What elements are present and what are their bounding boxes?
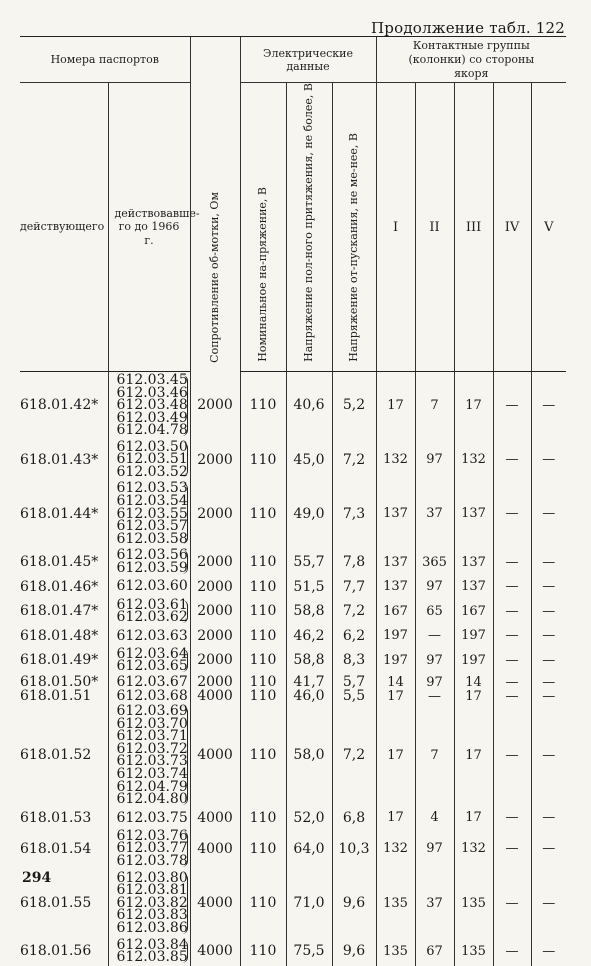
old-passport: 612.03.85 (116, 949, 188, 966)
contact-2: 97 (415, 828, 454, 870)
nominal-voltage: 110 (240, 689, 286, 703)
current-passport: 618.01.50* (20, 674, 99, 690)
contact-5: — (531, 828, 566, 870)
old-passport-list (108, 597, 190, 626)
current-passport: 618.01.55 (20, 895, 92, 912)
nominal-voltage: 110 (240, 439, 286, 481)
old-passport: 612.03.50 (116, 438, 188, 455)
old-passport: 612.03.69 (116, 703, 188, 720)
header-contact-3: III (454, 83, 493, 372)
header-contact-5: V (531, 83, 566, 372)
header-nominal: Номинальное на-пряжение, В (240, 83, 286, 372)
contact-5: — (531, 689, 566, 703)
release-voltage: 7,2 (332, 439, 376, 481)
resistance: 4000 (190, 703, 240, 808)
page-number: 294 (22, 870, 52, 886)
old-passport: 612.03.67 (116, 673, 188, 690)
resistance: 2000 (190, 547, 240, 576)
table-row (20, 646, 566, 675)
current-passport: 618.01.51 (20, 688, 92, 704)
old-passport: 612.04.79 (116, 778, 188, 795)
current-passport: 618.01.49* (20, 652, 99, 669)
contact-1: 135 (376, 870, 415, 937)
old-passport-list (108, 828, 190, 870)
contact-3: 132 (454, 439, 493, 481)
pull-in-voltage: 51,5 (286, 577, 332, 597)
contact-1: 132 (376, 828, 415, 870)
table-row (20, 937, 566, 966)
brace-mark (181, 873, 188, 934)
old-passport-list (108, 808, 190, 828)
table-row (20, 828, 566, 870)
header-contact-1: I (376, 83, 415, 372)
header-passports: Номера паспортов (20, 37, 190, 83)
release-voltage: 6,2 (332, 626, 376, 646)
table-caption: Продолжение табл. 122 (371, 19, 565, 37)
old-passport-list (108, 626, 190, 646)
table-row (20, 372, 566, 439)
old-passport: 612.03.78 (116, 852, 188, 869)
table-row (20, 675, 566, 689)
contact-2: 7 (415, 703, 454, 808)
contact-2: — (415, 626, 454, 646)
contact-3: 137 (454, 547, 493, 576)
resistance: 4000 (190, 937, 240, 966)
contact-4: — (493, 703, 531, 808)
release-voltage: 9,6 (332, 937, 376, 966)
old-passport: 612.03.60 (116, 578, 188, 595)
contact-2: 97 (415, 675, 454, 689)
nominal-voltage: 110 (240, 547, 286, 576)
table-row (20, 547, 566, 576)
resistance: 4000 (190, 870, 240, 937)
contact-1: 137 (376, 480, 415, 547)
contact-2: — (415, 689, 454, 703)
header-release: Напряжение от-пускания, не ме-нее, В (332, 83, 376, 372)
brace-mark (181, 831, 188, 867)
old-passport: 612.03.70 (116, 715, 188, 732)
old-passport: 612.03.73 (116, 753, 188, 770)
old-passport: 612.03.54 (116, 493, 188, 510)
contact-5: — (531, 626, 566, 646)
old-passport: 612.03.62 (116, 609, 188, 626)
release-voltage: 7,2 (332, 597, 376, 626)
old-passport-list (108, 480, 190, 547)
old-passport: 612.03.83 (116, 907, 188, 924)
old-passport: 612.03.74 (116, 765, 188, 782)
old-passport-list (108, 870, 190, 937)
old-passport: 612.03.86 (116, 919, 188, 936)
table-row (20, 703, 566, 808)
nominal-voltage: 110 (240, 597, 286, 626)
old-passport: 612.03.72 (116, 740, 188, 757)
current-passport: 618.01.53 (20, 809, 92, 826)
pull-in-voltage: 75,5 (286, 937, 332, 966)
current-passport: 618.01.42* (20, 397, 99, 414)
contact-1: 137 (376, 577, 415, 597)
old-passport: 612.03.52 (116, 463, 188, 480)
contact-4: — (493, 372, 531, 439)
old-passport: 612.03.58 (116, 530, 188, 547)
contact-1: 197 (376, 646, 415, 675)
table-row (20, 577, 566, 597)
pull-in-voltage: 64,0 (286, 828, 332, 870)
contact-2: 67 (415, 937, 454, 966)
header-contact-2: II (415, 83, 454, 372)
contact-1: 14 (376, 675, 415, 689)
old-passport-list (108, 937, 190, 966)
release-voltage: 10,3 (332, 828, 376, 870)
contact-4: — (493, 547, 531, 576)
contact-1: 132 (376, 439, 415, 481)
old-passport-list (108, 547, 190, 576)
contact-1: 17 (376, 689, 415, 703)
pull-in-voltage: 45,0 (286, 439, 332, 481)
contact-4: — (493, 937, 531, 966)
release-voltage: 5,2 (332, 372, 376, 439)
resistance: 4000 (190, 689, 240, 703)
brace-mark (181, 550, 188, 573)
release-voltage: 7,8 (332, 547, 376, 576)
contact-1: 17 (376, 372, 415, 439)
brace-mark (181, 483, 188, 544)
resistance: 2000 (190, 646, 240, 675)
old-passport: 612.03.84 (116, 936, 188, 953)
contact-3: 135 (454, 937, 493, 966)
release-voltage: 6,8 (332, 808, 376, 828)
contact-2: 65 (415, 597, 454, 626)
current-passport: 618.01.47* (20, 603, 99, 620)
old-passport: 612.03.77 (116, 840, 188, 857)
current-passport: 618.01.44* (20, 505, 99, 522)
old-passport: 612.03.65 (116, 658, 188, 675)
old-passport-list (108, 372, 190, 439)
contact-4: — (493, 808, 531, 828)
contact-2: 7 (415, 372, 454, 439)
pull-in-voltage: 52,0 (286, 808, 332, 828)
pull-in-voltage: 41,7 (286, 675, 332, 689)
contact-4: — (493, 828, 531, 870)
brace-mark (181, 940, 188, 963)
old-passport: 612.03.80 (116, 869, 188, 886)
contact-1: 135 (376, 937, 415, 966)
contact-3: 17 (454, 808, 493, 828)
table-body (20, 372, 566, 966)
contact-3: 137 (454, 480, 493, 547)
nominal-voltage: 110 (240, 675, 286, 689)
old-passport: 612.03.68 (116, 687, 188, 704)
resistance: 2000 (190, 626, 240, 646)
contact-5: — (531, 675, 566, 689)
release-voltage: 9,6 (332, 870, 376, 937)
old-passport-list (108, 439, 190, 481)
old-passport-list (108, 646, 190, 675)
relay-data-table (20, 36, 566, 966)
old-passport: 612.03.81 (116, 882, 188, 899)
old-passport: 612.03.55 (116, 505, 188, 522)
contact-2: 97 (415, 577, 454, 597)
pull-in-voltage: 46,2 (286, 626, 332, 646)
old-passport: 612.03.59 (116, 560, 188, 577)
nominal-voltage: 110 (240, 646, 286, 675)
contact-3: 14 (454, 675, 493, 689)
current-passport: 618.01.45* (20, 554, 99, 571)
contact-1: 17 (376, 808, 415, 828)
pull-in-voltage: 58,8 (286, 646, 332, 675)
header-resistance: Сопротивление об-мотки, Ом (190, 37, 240, 372)
contact-4: — (493, 689, 531, 703)
contact-4: — (493, 439, 531, 481)
brace-mark (181, 442, 188, 478)
nominal-voltage: 110 (240, 703, 286, 808)
old-passport: 612.03.46 (116, 384, 188, 401)
pull-in-voltage: 58,8 (286, 597, 332, 626)
contact-5: — (531, 808, 566, 828)
contact-2: 97 (415, 439, 454, 481)
header-current: действующего (20, 83, 108, 372)
release-voltage: 5,7 (332, 675, 376, 689)
old-passport-list (108, 675, 190, 689)
header-electrical: Электрические данные (240, 37, 376, 83)
pull-in-voltage: 71,0 (286, 870, 332, 937)
table-row (20, 439, 566, 481)
old-passport: 612.03.82 (116, 894, 188, 911)
brace-mark (181, 600, 188, 623)
old-passport-list (108, 689, 190, 703)
contact-4: — (493, 870, 531, 937)
pull-in-voltage: 58,0 (286, 703, 332, 808)
contact-2: 365 (415, 547, 454, 576)
contact-4: — (493, 646, 531, 675)
contact-3: 197 (454, 646, 493, 675)
contact-4: — (493, 480, 531, 547)
table-row (20, 480, 566, 547)
nominal-voltage: 110 (240, 480, 286, 547)
header-pull-in: Напряжение пол-ного притяжения, не более, В (286, 83, 332, 372)
nominal-voltage: 110 (240, 937, 286, 966)
table-row (20, 689, 566, 703)
current-passport: 618.01.54 (20, 840, 92, 857)
contact-5: — (531, 372, 566, 439)
contact-1: 137 (376, 547, 415, 576)
pull-in-voltage: 46,0 (286, 689, 332, 703)
contact-5: — (531, 646, 566, 675)
contact-4: — (493, 626, 531, 646)
header-contacts: Контактные группы (колонки) со стороны якоря (376, 37, 566, 83)
contact-4: — (493, 675, 531, 689)
old-passport: 612.03.71 (116, 728, 188, 745)
contact-5: — (531, 597, 566, 626)
contact-1: 17 (376, 703, 415, 808)
resistance: 2000 (190, 597, 240, 626)
contact-3: 137 (454, 577, 493, 597)
contact-3: 132 (454, 828, 493, 870)
release-voltage: 7,7 (332, 577, 376, 597)
contact-5: — (531, 937, 566, 966)
resistance: 2000 (190, 577, 240, 597)
contact-3: 17 (454, 703, 493, 808)
old-passport: 612.03.75 (116, 809, 188, 826)
resistance: 2000 (190, 372, 240, 439)
pull-in-voltage: 40,6 (286, 372, 332, 439)
brace-mark (181, 706, 188, 805)
release-voltage: 8,3 (332, 646, 376, 675)
contact-4: — (493, 597, 531, 626)
old-passport: 612.03.61 (116, 596, 188, 613)
contact-5: — (531, 480, 566, 547)
old-passport-list (108, 703, 190, 808)
current-passport: 618.01.56 (20, 943, 92, 960)
pull-in-voltage: 55,7 (286, 547, 332, 576)
nominal-voltage: 110 (240, 870, 286, 937)
table-row (20, 870, 566, 937)
current-passport: 618.01.48* (20, 627, 99, 644)
current-passport: 618.01.46* (20, 578, 99, 595)
resistance: 2000 (190, 439, 240, 481)
resistance: 4000 (190, 828, 240, 870)
contact-3: 197 (454, 626, 493, 646)
contact-3: 135 (454, 870, 493, 937)
contact-5: — (531, 577, 566, 597)
table-row (20, 626, 566, 646)
contact-3: 17 (454, 372, 493, 439)
contact-2: 4 (415, 808, 454, 828)
old-passport: 612.03.45 (116, 371, 188, 388)
contact-2: 97 (415, 646, 454, 675)
brace-mark (181, 649, 188, 672)
resistance: 2000 (190, 480, 240, 547)
resistance: 4000 (190, 808, 240, 828)
old-passport: 612.03.48 (116, 397, 188, 414)
release-voltage: 7,3 (332, 480, 376, 547)
contact-5: — (531, 439, 566, 481)
old-passport: 612.03.49 (116, 409, 188, 426)
old-passport: 612.03.57 (116, 518, 188, 535)
nominal-voltage: 110 (240, 372, 286, 439)
contact-4: — (493, 577, 531, 597)
contact-3: 17 (454, 689, 493, 703)
header-old: действовавше-го до 1966 г. (108, 83, 190, 372)
release-voltage: 5,5 (332, 689, 376, 703)
header-contact-4: IV (493, 83, 531, 372)
nominal-voltage: 110 (240, 808, 286, 828)
nominal-voltage: 110 (240, 828, 286, 870)
old-passport: 612.03.51 (116, 451, 188, 468)
old-passport-list (108, 577, 190, 597)
contact-1: 197 (376, 626, 415, 646)
old-passport: 612.03.64 (116, 645, 188, 662)
contact-2: 37 (415, 480, 454, 547)
contact-5: — (531, 547, 566, 576)
contact-3: 167 (454, 597, 493, 626)
old-passport: 612.03.63 (116, 627, 188, 644)
current-passport: 618.01.43* (20, 451, 99, 468)
table-row (20, 808, 566, 828)
contact-1: 167 (376, 597, 415, 626)
old-passport: 612.03.76 (116, 827, 188, 844)
nominal-voltage: 110 (240, 626, 286, 646)
table-row (20, 597, 566, 626)
old-passport: 612.04.80 (116, 791, 188, 808)
resistance: 2000 (190, 675, 240, 689)
nominal-voltage: 110 (240, 577, 286, 597)
contact-5: — (531, 703, 566, 808)
brace-mark (181, 375, 188, 436)
contact-5: — (531, 870, 566, 937)
current-passport: 618.01.52 (20, 747, 92, 764)
pull-in-voltage: 49,0 (286, 480, 332, 547)
contact-2: 37 (415, 870, 454, 937)
old-passport: 612.03.56 (116, 547, 188, 564)
old-passport: 612.03.53 (116, 480, 188, 497)
release-voltage: 7,2 (332, 703, 376, 808)
old-passport: 612.04.78 (116, 422, 188, 439)
